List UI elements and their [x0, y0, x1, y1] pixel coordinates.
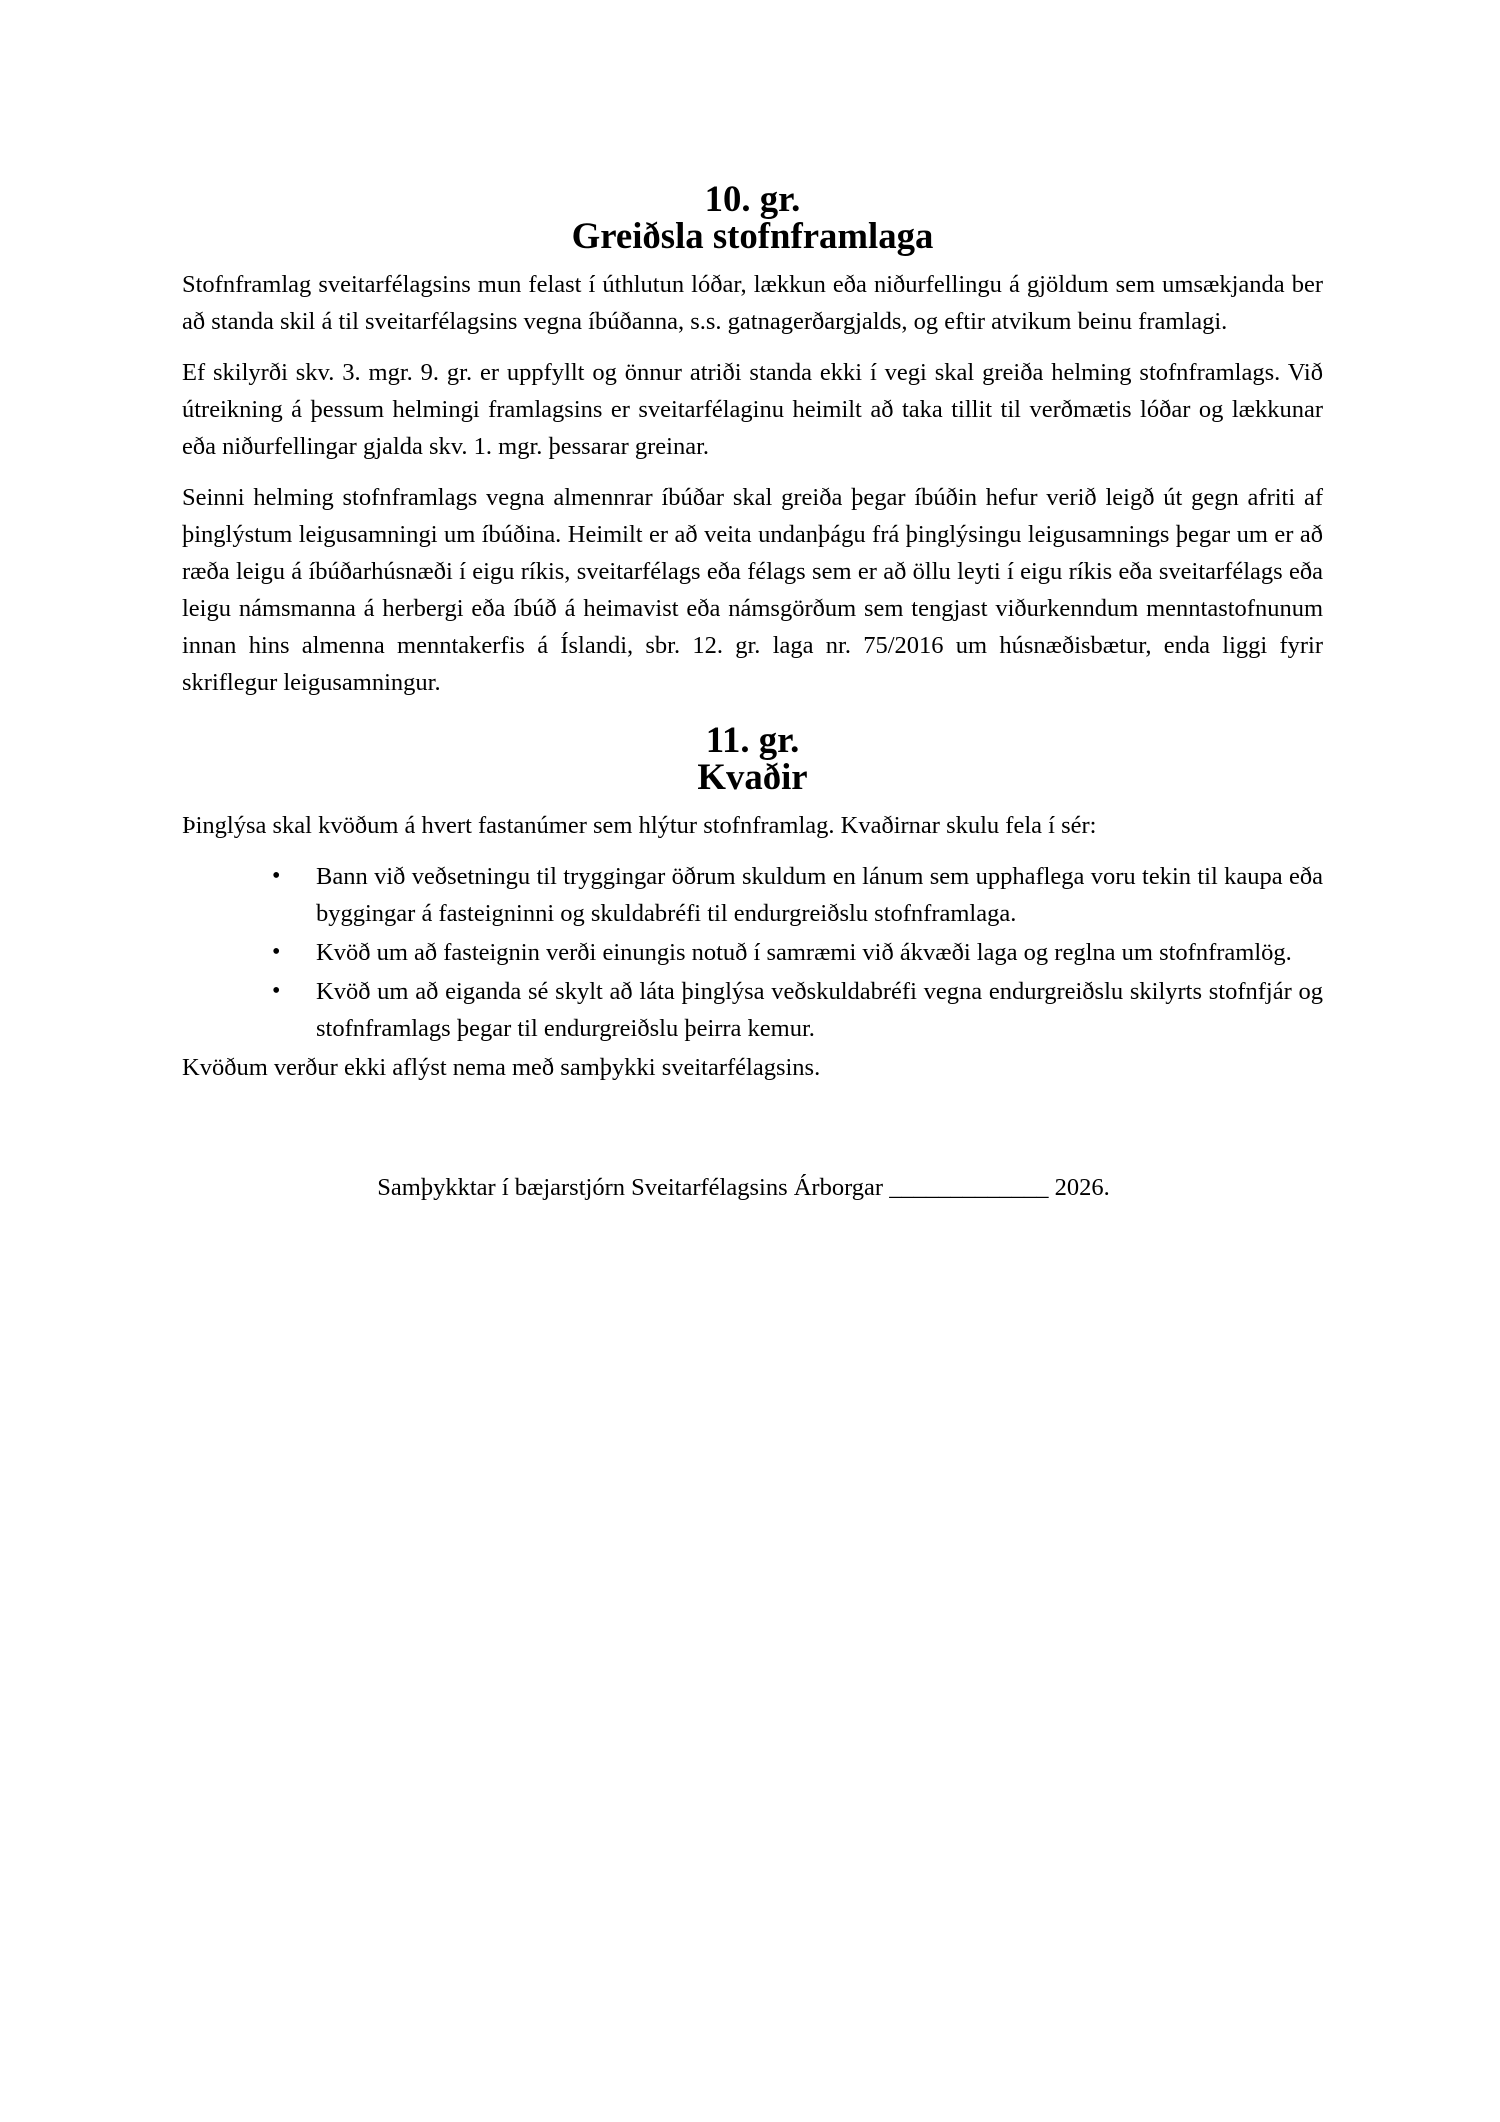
obligations-list	[182, 858, 1323, 1047]
bullet-icon: •	[272, 939, 281, 965]
list-item	[182, 858, 1323, 932]
list-item-text: Kvöð um að eiganda sé skylt að láta þinglýsa veðskuldabréfi vegna endurgreiðslu skilyrts stofnfjár og stofnframlags þegar til endurgreiðslu þeirra kemur.	[316, 978, 1323, 1042]
article-11-intro: Þinglýsa skal kvöðum á hvert fastanúmer sem hlýtur stofnframlag. Kvaðirnar skulu fela í sér:	[182, 812, 1097, 839]
list-item-text: Kvöð um að fasteignin verði einungis notuð í samræmi við ákvæði laga og reglna um stofnframlög.	[316, 939, 1292, 966]
list-item	[182, 934, 1323, 971]
article-10-paragraph-2: Ef skilyrði skv. 3. mgr. 9. gr. er uppfyllt og önnur atriði standa ekki í vegi skal greiða helming stofnframlags. Við útreikning á þessum helmingi framlagsins er sveitarfélaginu heimilt að taka tillit til verðmætis lóðar og lækkunar eða niðurfellingar gjalda skv. 1. mgr. þessarar greinar.	[182, 359, 1323, 460]
article-10-paragraph-3: Seinni helming stofnframlags vegna almennrar íbúðar skal greiða þegar íbúðin hefur verið leigð út gegn afriti af þinglýstum leigusamningi um íbúðina. Heimilt er að veita undanþágu frá þinglýsingu leigusamnings þegar um er að ræða leigu á íbúðarhúsnæði í eigu ríkis, sveitarfélags eða félags sem er að öllu leyti í eigu ríkis eða sveitarfélags eða leigu námsmanna á herbergi eða íbúð á heimavist eða námsgörðum sem tengjast viðurkenndum menntastofnunum innan hins almenna menntakerfis á Íslandi, sbr. 12. gr. laga nr. 75/2016 um húsnæðisbætur, enda liggi fyrir skriflegur leigusamningur.	[182, 484, 1323, 696]
list-item-text: Bann við veðsetningu til tryggingar öðrum skuldum en lánum sem upphaflega voru tekin til kaupa eða byggingar á fasteigninni og skuldabréfi til endurgreiðslu stofnframlaga.	[316, 863, 1323, 927]
approval-signature-line: Samþykktar í bæjarstjórn Sveitarfélagsins Árborgar _____________ 2026.	[377, 1174, 1110, 1201]
document-page	[182, 180, 1323, 1206]
bullet-icon: •	[272, 978, 281, 1004]
list-item	[182, 973, 1323, 1047]
article-10-title: Greiðsla stofnframlaga	[571, 215, 934, 256]
article-10-heading	[182, 180, 1323, 254]
article-11-title: Kvaðir	[697, 756, 808, 797]
article-11-closing: Kvöðum verður ekki aflýst nema með samþykki sveitarfélagsins.	[182, 1054, 821, 1081]
article-10-number: 10. gr.	[704, 178, 801, 219]
article-11-heading	[182, 721, 1323, 795]
article-10-paragraph-1: Stofnframlag sveitarfélagsins mun felast í úthlutun lóðar, lækkun eða niðurfellingu á gjöldum sem umsækjanda ber að standa skil á til sveitarfélagsins vegna íbúðanna, s.s. gatnagerðargjalds, og eftir atvikum beinu framlagi.	[182, 271, 1323, 335]
bullet-icon: •	[272, 863, 281, 889]
article-11-number: 11. gr.	[705, 719, 800, 760]
